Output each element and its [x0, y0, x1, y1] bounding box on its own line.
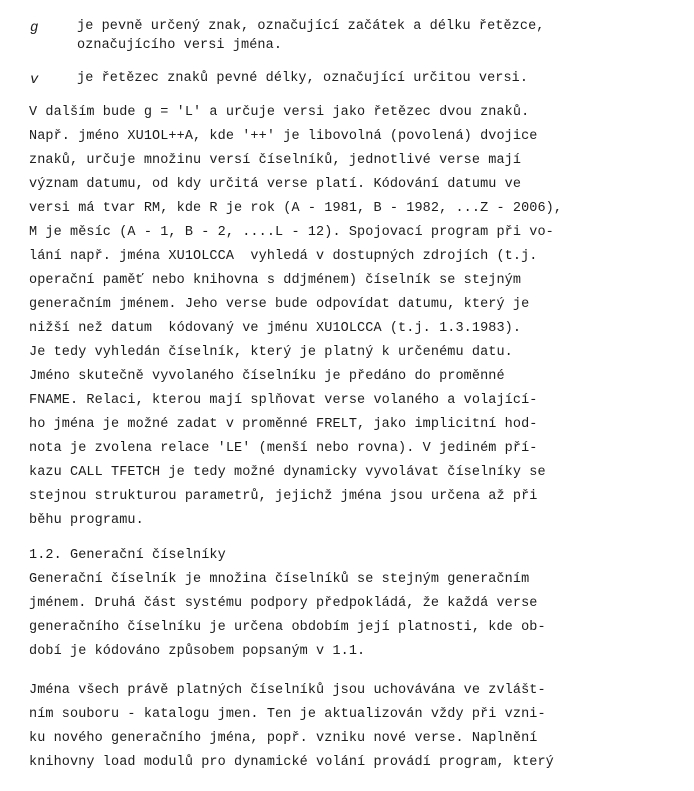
paragraph1-line-1: V dalším bude g = 'L' a určuje versi jako řetězec dvou znaků.	[29, 105, 530, 120]
section-line-1: Generační číselník je množina číselníků se stejným generačním	[29, 572, 530, 587]
paragraph1-line-16: kazu CALL TFETCH je tedy možné dynamicky vyvolávat číselníky se	[29, 465, 546, 480]
paragraph1-line-13: FNAME. Relaci, kterou mají splňovat verse volaného a volající-	[29, 393, 538, 408]
paragraph3-line-1: Jména všech právě platných číselníků jsou uchovávána ve zvlášt-	[29, 683, 546, 698]
section-line-2: jménem. Druhá část systému podpory předpokládá, že každá verse	[29, 596, 538, 611]
definition-symbol-v: v	[30, 72, 39, 88]
paragraph1-line-3: znaků, určuje množinu versí číselníků, jednotlivé verse mají	[29, 153, 522, 168]
definition-v-line-1: je řetězec znaků pevné délky, označující určitou versi.	[77, 71, 529, 86]
paragraph1-line-15: nota je zvolena relace 'LE' (menší nebo rovna). V jediném pří-	[29, 441, 538, 456]
paragraph3-line-4: knihovny load modulů pro dynamické volání provádí program, který	[29, 755, 554, 770]
paragraph1-line-14: ho jména je možné zadat v proměnné FRELT, jako implicitní hod-	[29, 417, 538, 432]
section-heading: 1.2. Generační číselníky	[29, 548, 226, 563]
paragraph1-line-5: versi má tvar RM, kde R je rok (A - 1981, B - 1982, ...Z - 2006),	[29, 201, 563, 216]
section-line-4: dobí je kódováno způsobem popsaným v 1.1.	[29, 644, 366, 659]
paragraph1-line-8: operační paměť nebo knihovna s ddjménem) číselník se stejným	[29, 273, 522, 288]
paragraph3-line-2: ním souboru - katalogu jmen. Ten je aktualizován vždy při vzni-	[29, 707, 546, 722]
paragraph1-line-6: M je měsíc (A - 1, B - 2, ....L - 12). Spojovací program při vo-	[29, 225, 554, 240]
paragraph1-line-17: stejnou strukturou parametrů, jejichž jména jsou určena až při	[29, 489, 538, 504]
definition-g-line-1: je pevně určený znak, označující začátek a délku řetězce,	[77, 19, 545, 34]
paragraph3-line-3: ku nového generačního jména, popř. vzniku nové verse. Naplnění	[29, 731, 538, 746]
paragraph1-line-11: Je tedy vyhledán číselník, který je platný k určenému datu.	[29, 345, 513, 360]
paragraph1-line-9: generačním jménem. Jeho verse bude odpovídat datumu, který je	[29, 297, 530, 312]
definition-symbol-g: g	[30, 20, 39, 36]
paragraph1-line-18: běhu programu.	[29, 513, 144, 528]
definition-g-line-2: označujícího versi jména.	[77, 38, 283, 53]
section-line-3: generačního číselníku je určena obdobím její platnosti, kde ob-	[29, 620, 546, 635]
paragraph1-line-10: nižší než datum kódovaný ve jménu XU1OLCCA (t.j. 1.3.1983).	[29, 321, 522, 336]
paragraph1-line-2: Např. jméno XU1OL++A, kde '++' je libovolná (povolená) dvojice	[29, 129, 538, 144]
paragraph1-line-7: lání např. jména XU1OLCCA vyhledá v dostupných zdrojích (t.j.	[29, 249, 538, 264]
paragraph1-line-4: význam datumu, od kdy určitá verse platí. Kódování datumu ve	[29, 177, 522, 192]
paragraph1-line-12: Jméno skutečně vyvolaného číselníku je předáno do proměnné	[29, 369, 505, 384]
